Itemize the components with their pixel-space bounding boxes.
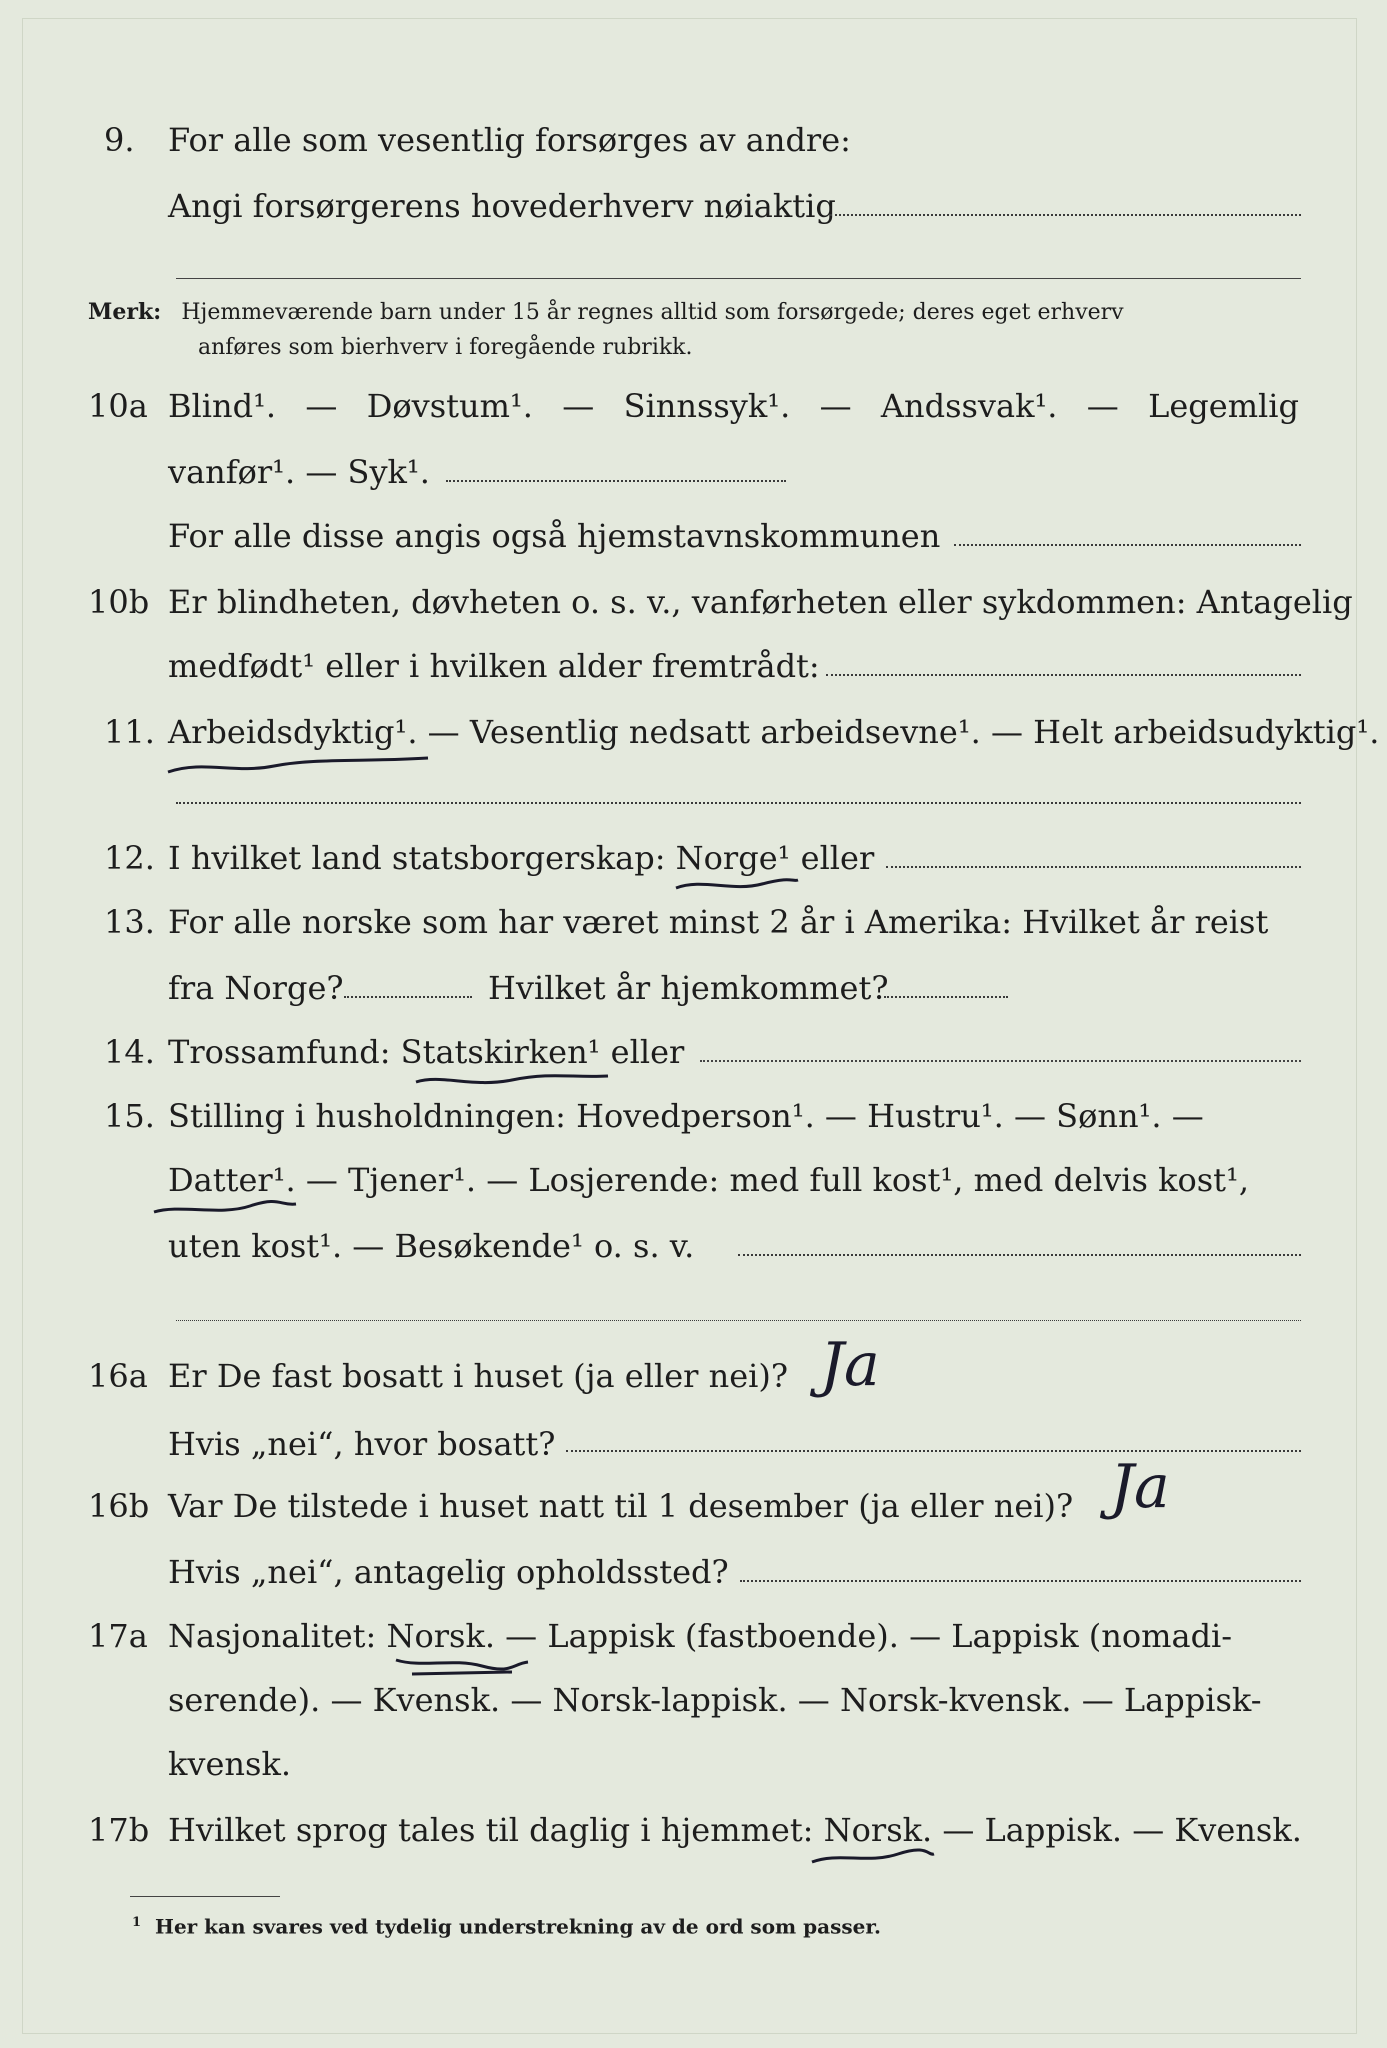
- q15-line-2: Datter¹. — Tjener¹. — Losjerende: med full kost¹, med delvis kost¹,: [168, 1161, 1250, 1199]
- q13-hjemkommet-line[interactable]: [884, 996, 1008, 998]
- q12-answer-line[interactable]: [886, 866, 1301, 868]
- q17a-number: 17a: [88, 1617, 148, 1655]
- q12-line-1: I hvilket land statsborgerskap: Norge¹ eller: [168, 839, 875, 877]
- q16b-row-1: [0, 1476, 1387, 1536]
- merk-text-1: Hjemmeværende barn under 15 år regnes alltid som forsørgede; deres eget erhverv: [181, 300, 1124, 325]
- q10a-row-2: [0, 442, 1387, 502]
- q10a-row-3: [0, 506, 1387, 566]
- q13-line-2b: Hvilket år hjemkommet?: [488, 969, 889, 1007]
- q10b-row-2: [0, 636, 1387, 696]
- q12-number: 12.: [104, 839, 155, 877]
- q16a-row-1: [0, 1346, 1387, 1406]
- q10a-dash: —: [562, 387, 595, 425]
- q13-row-1: [0, 892, 1387, 952]
- q15-line-3: uten kost¹. — Besøkende¹ o. s. v.: [168, 1227, 695, 1265]
- q13-line-2a: fra Norge?: [168, 969, 344, 1007]
- q17a-row-1: [0, 1606, 1387, 1666]
- q16b-row-2: [0, 1542, 1387, 1602]
- q16a-line-2: Hvis „nei“, hvor bosatt?: [168, 1425, 556, 1463]
- q16a-line-1: Er De fast bosatt i huset (ja eller nei)?: [168, 1357, 789, 1395]
- q15-number: 15.: [104, 1097, 155, 1135]
- q10a-option: Sinnssyk¹.: [623, 387, 791, 425]
- q10a-dash: —: [305, 387, 338, 425]
- q10a-kommune-line[interactable]: [954, 544, 1301, 546]
- merk-note-line-1: [88, 294, 1124, 331]
- q11-number: 11.: [104, 713, 155, 751]
- q14-line-1: Trossamfund: Statskirken¹ eller: [168, 1033, 685, 1071]
- q14-row-1: [0, 1022, 1387, 1082]
- q10b-answer-line[interactable]: [826, 674, 1301, 676]
- q10a-option: Andssvak¹.: [880, 387, 1058, 425]
- q10a-syk-line[interactable]: [446, 480, 786, 482]
- footnote-text: Her kan svares ved tydelig understrekning av de ord som passer.: [155, 1914, 882, 1939]
- q9-number: 9.: [104, 121, 135, 159]
- q10a-option: Blind¹.: [168, 387, 277, 425]
- q10b-line-2: medfødt¹ eller i hvilken alder fremtrådt:: [168, 647, 820, 685]
- q16b-line-2: Hvis „nei“, antagelig opholdssted?: [168, 1553, 729, 1591]
- q10b-line-1: Er blindheten, døvheten o. s. v., vanførheten eller sykdommen: Antagelig: [168, 583, 1353, 621]
- q17b-line-1: Hvilket sprog tales til daglig i hjemmet: Norsk. — Lappisk. — Kvensk.: [168, 1811, 1302, 1849]
- q10a-line-1: [168, 376, 1299, 436]
- q9-row-1: [0, 110, 1387, 170]
- q16a-answer-line[interactable]: [566, 1450, 1301, 1452]
- q15-row-3: [0, 1216, 1387, 1276]
- q10a-line-3: For alle disse angis også hjemstavnskommunen: [168, 517, 941, 555]
- q9-answer-line-2[interactable]: [176, 278, 1301, 279]
- q13-line-1: For alle norske som har været minst 2 år i Amerika: Hvilket år reist: [168, 903, 1269, 941]
- q16a-row-2: [0, 1414, 1387, 1474]
- q17b-handwritten-underline: [808, 1846, 938, 1870]
- q9-answer-line[interactable]: [830, 214, 1301, 216]
- q17a-line-2: serende). — Kvensk. — Norsk-lappisk. — Norsk-kvensk. — Lappisk-: [168, 1681, 1262, 1719]
- q10a-number: 10a: [88, 387, 148, 425]
- q15-answer-line[interactable]: [738, 1254, 1301, 1256]
- q10a-dash: —: [819, 387, 852, 425]
- q14-answer-line[interactable]: [700, 1060, 1301, 1062]
- q16b-line-1: Var De tilstede i huset natt til 1 desember (ja eller nei)?: [168, 1487, 1074, 1525]
- q13-number: 13.: [104, 903, 155, 941]
- q16b-handwritten-answer: Ja: [1110, 1452, 1170, 1522]
- q10a-option: Døvstum¹.: [366, 387, 533, 425]
- q13-row-2: [0, 958, 1387, 1018]
- merk-text-2: anføres som bierhverv i foregående rubrikk.: [198, 335, 693, 360]
- q17b-row-1: [0, 1800, 1387, 1860]
- q15-line-1: Stilling i husholdningen: Hovedperson¹. — Hustru¹. — Sønn¹. —: [168, 1097, 1204, 1135]
- q11-line-1: Arbeidsdyktig¹. — Vesentlig nedsatt arbeidsevne¹. — Helt arbeidsudyktig¹.: [168, 713, 1380, 751]
- merk-note-line-2: [198, 330, 693, 366]
- q9-line-2: Angi forsørgerens hovederhverv nøiaktig: [168, 187, 836, 225]
- q17a-row-2: [0, 1670, 1387, 1730]
- merk-label: Merk:: [88, 299, 162, 325]
- q17a-line-3: kvensk.: [168, 1745, 291, 1783]
- q9-row-2: [0, 176, 1387, 236]
- q10a-option: Legemlig: [1148, 387, 1299, 425]
- q16a-handwritten-answer: Ja: [820, 1330, 880, 1400]
- footnote-separator: [130, 1896, 280, 1897]
- q10a-dash: —: [1086, 387, 1119, 425]
- q10a-row-1: [0, 376, 1387, 436]
- q17a-row-3: [0, 1734, 1387, 1794]
- q9-line-1: For alle som vesentlig forsørges av andre:: [168, 121, 851, 159]
- q10b-number: 10b: [88, 583, 150, 621]
- footnote: [132, 1908, 881, 1942]
- q15-row-1: [0, 1086, 1387, 1146]
- q10b-row-1: [0, 572, 1387, 632]
- q11-handwritten-underline: [164, 752, 434, 780]
- footnote-mark: 1: [132, 1915, 142, 1930]
- q17a-line-1: Nasjonalitet: Norsk. — Lappisk (fastboende). — Lappisk (nomadi-: [168, 1617, 1233, 1655]
- q16a-number: 16a: [88, 1357, 148, 1395]
- q10a-line-2: vanfør¹. — Syk¹.: [168, 453, 430, 491]
- q16b-number: 16b: [88, 1487, 150, 1525]
- q17b-number: 17b: [88, 1811, 150, 1849]
- q15-answer-line-2[interactable]: [176, 1320, 1301, 1321]
- q13-reist-line[interactable]: [344, 996, 472, 998]
- q11-answer-line[interactable]: [176, 802, 1301, 804]
- q16b-answer-line[interactable]: [740, 1580, 1301, 1582]
- q14-number: 14.: [104, 1033, 155, 1071]
